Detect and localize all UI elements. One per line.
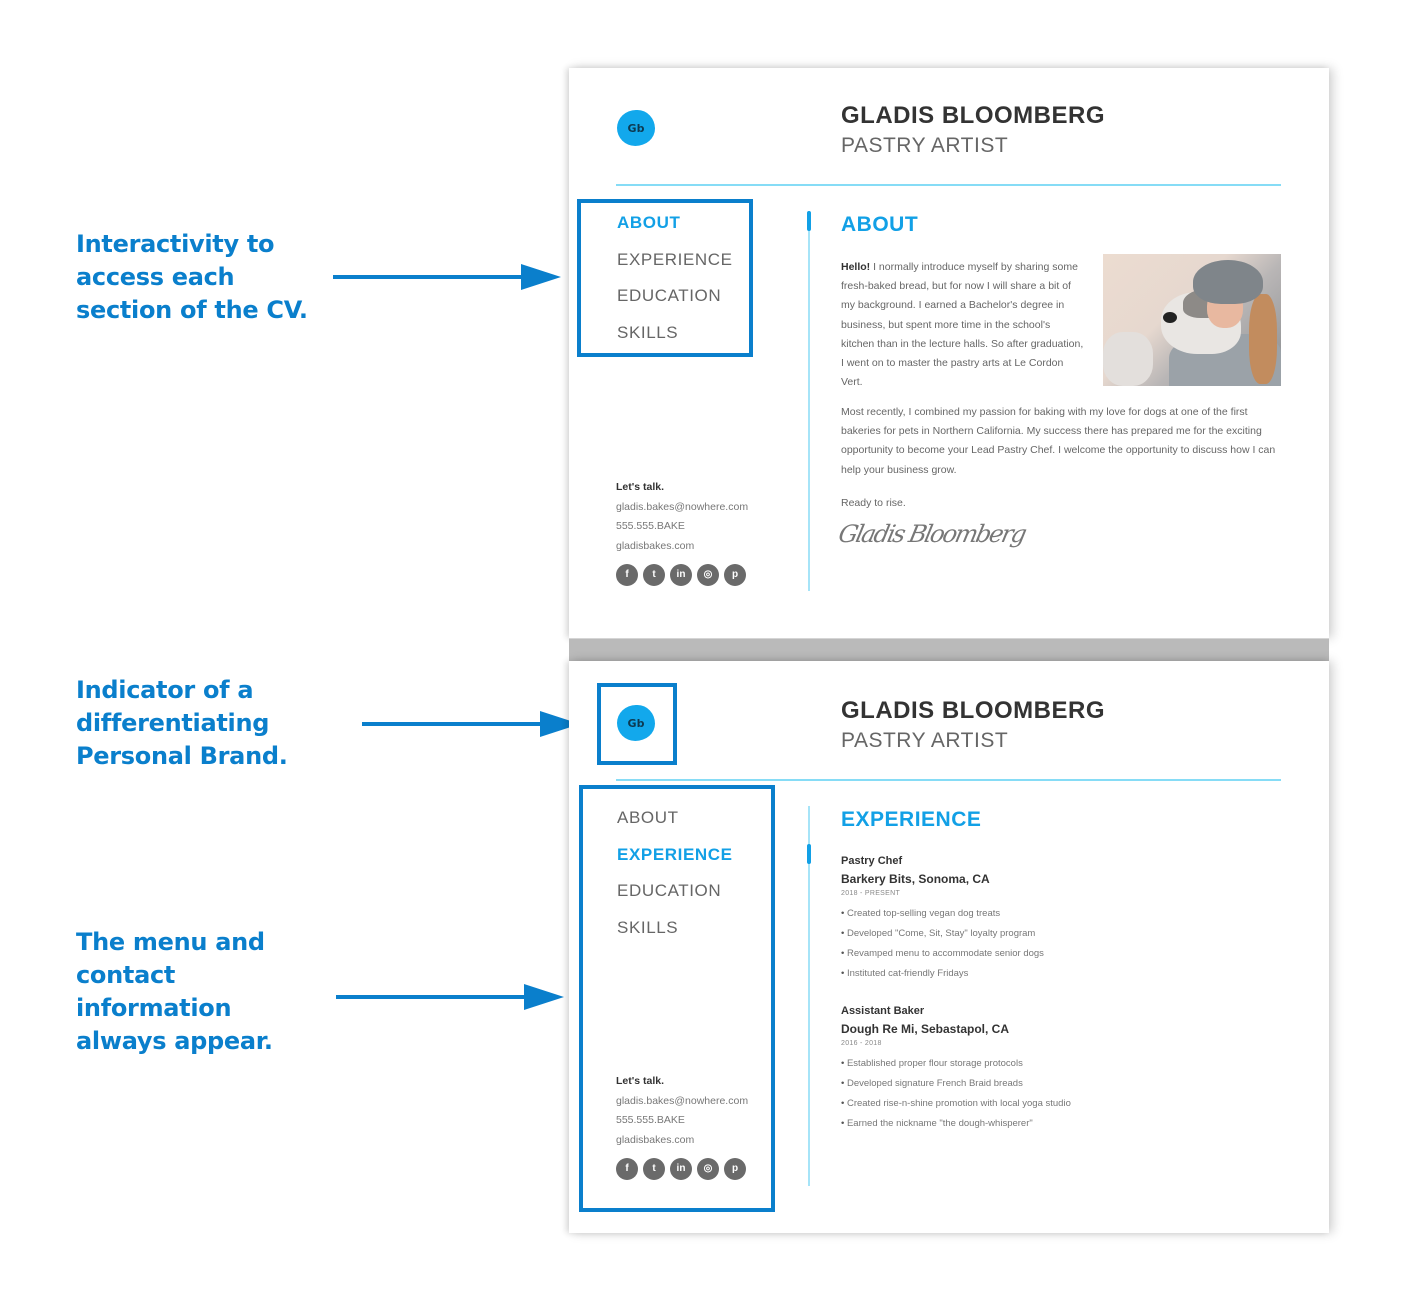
scroll-indicator[interactable] [807,844,811,864]
job-bullet: • Instituted cat-friendly Fridays [841,964,1261,984]
job-bullets [841,904,1261,984]
nav-item-experience[interactable]: EXPERIENCE [617,844,733,864]
linkedin-icon[interactable]: in [670,564,692,586]
contact-phone[interactable]: 555.555.BAKE [616,520,685,532]
nav-item-about[interactable]: ABOUT [617,808,679,827]
contact-email[interactable]: gladis.bakes@nowhere.com [616,1094,749,1107]
logo-initials: Gb [627,121,645,135]
resume-role: PASTRY ARTIST [841,729,1009,752]
logo-initials: Gb [627,716,645,730]
instagram-icon[interactable]: ◎ [697,564,719,586]
page-separator [569,638,1329,663]
about-para-1: I normally introduce myself by sharing some fresh-baked bread, but for now I will share a bit of my background. I earned a Bachelor's degree in business, but spent more time in the school's kitchen than in the lecture halls. So after graduation, I went on to master the pastry arts at Le Cordon Vert. [841,261,1084,389]
job-bullet: • Developed "Come, Sit, Stay" loyalty program [841,924,1261,944]
callout-line: differentiating [76,709,270,737]
contact-heading: Let's talk. [616,481,665,493]
arrow-head-icon [524,984,564,1010]
arrow-head-icon [521,264,561,290]
pinterest-icon[interactable]: p [724,564,746,586]
callout-line: Interactivity to [76,230,275,258]
highlight-menu [577,199,753,357]
about-para-2: Most recently, I combined my passion for baking with my love for dogs at one of the first bakeries for pets in Northern California. My success there has prepared me for the exciting opportunity to become your Lead Pastry Chef. I welcome the opportunity to discuss how I can help your business grow. [841,406,1276,476]
scroll-indicator[interactable] [807,211,811,231]
signature: Gladis Bloomberg [836,520,1028,548]
callout-line: Indicator of a [76,676,254,704]
experience-list [841,852,1261,1134]
job-bullet: • Developed signature French Braid breads [841,1074,1261,1094]
job-bullet: • Created rise-n-shine promotion with local yoga studio [841,1094,1261,1114]
arrow-to-logo [362,722,552,726]
callout-personal-brand [76,674,288,773]
callout-interactivity [76,228,308,327]
scroll-track[interactable] [808,211,810,591]
contact-heading: Let's talk. [616,1075,665,1087]
nav-item-about[interactable]: ABOUT [617,213,681,232]
twitter-icon[interactable]: t [643,1158,665,1180]
job-bullet: • Earned the nickname "the dough-whisperer" [841,1114,1261,1134]
linkedin-icon[interactable]: in [670,1158,692,1180]
job-bullets [841,1054,1261,1134]
contact-phone[interactable]: 555.555.BAKE [616,1114,685,1126]
callout-line: The menu and [76,928,265,956]
callout-line: access each [76,263,235,291]
closing-text: Ready to rise. [841,497,906,509]
nav-item-skills[interactable]: SKILLS [617,322,679,342]
highlight-sidebar [579,785,775,1212]
arrow-to-sidebar [336,995,536,999]
callout-line: contact [76,961,176,989]
callout-line: section of the CV. [76,296,308,324]
header-divider [616,184,1281,186]
job-title: Assistant Baker [841,1005,925,1017]
nav-item-experience[interactable]: EXPERIENCE [617,249,733,269]
resume-name: GLADIS BLOOMBERG [841,697,1105,724]
facebook-icon[interactable]: f [616,564,638,586]
contact-website[interactable]: gladisbakes.com [616,1133,695,1146]
resume-name: GLADIS BLOOMBERG [841,102,1105,129]
job-title: Pastry Chef [841,855,903,867]
section-title: EXPERIENCE [841,808,982,831]
callout-line: always appear. [76,1027,273,1055]
about-intro [841,258,1086,392]
profile-photo [1103,254,1281,386]
job-bullet: • Revamped menu to accommodate senior dogs [841,944,1261,964]
pinterest-icon[interactable]: p [724,1158,746,1180]
resume-role: PASTRY ARTIST [841,134,1009,157]
job-dates: 2016 - 2018 [841,1040,882,1047]
highlight-logo [597,683,677,765]
instagram-icon[interactable]: ◎ [697,1158,719,1180]
job-company: Dough Re Mi, Sebastapol, CA [841,1022,1010,1036]
twitter-icon[interactable]: t [643,564,665,586]
job-bullet: • Created top-selling vegan dog treats [841,904,1261,924]
job-dates: 2018 - PRESENT [841,890,901,897]
nav-item-education[interactable]: EDUCATION [617,286,722,305]
nav-item-education[interactable]: EDUCATION [617,881,722,900]
facebook-icon[interactable]: f [616,1158,638,1180]
nav-item-skills[interactable]: SKILLS [617,917,679,937]
hello-text: Hello! [841,261,871,273]
job-company: Barkery Bits, Sonoma, CA [841,872,990,886]
social-links [616,564,748,586]
contact-block [616,478,748,586]
callout-menu-contact [76,926,273,1058]
section-title: ABOUT [841,213,919,236]
contact-website[interactable]: gladisbakes.com [616,539,695,552]
contact-email[interactable]: gladis.bakes@nowhere.com [616,500,749,513]
job-entry [841,1002,1261,1134]
callout-line: Personal Brand. [76,742,288,770]
brand-logo[interactable] [617,110,655,146]
job-entry [841,852,1261,984]
header-divider [616,779,1281,781]
arrow-to-menu [333,275,533,279]
callout-line: information [76,994,232,1022]
job-bullet: • Established proper flour storage protocols [841,1054,1261,1074]
